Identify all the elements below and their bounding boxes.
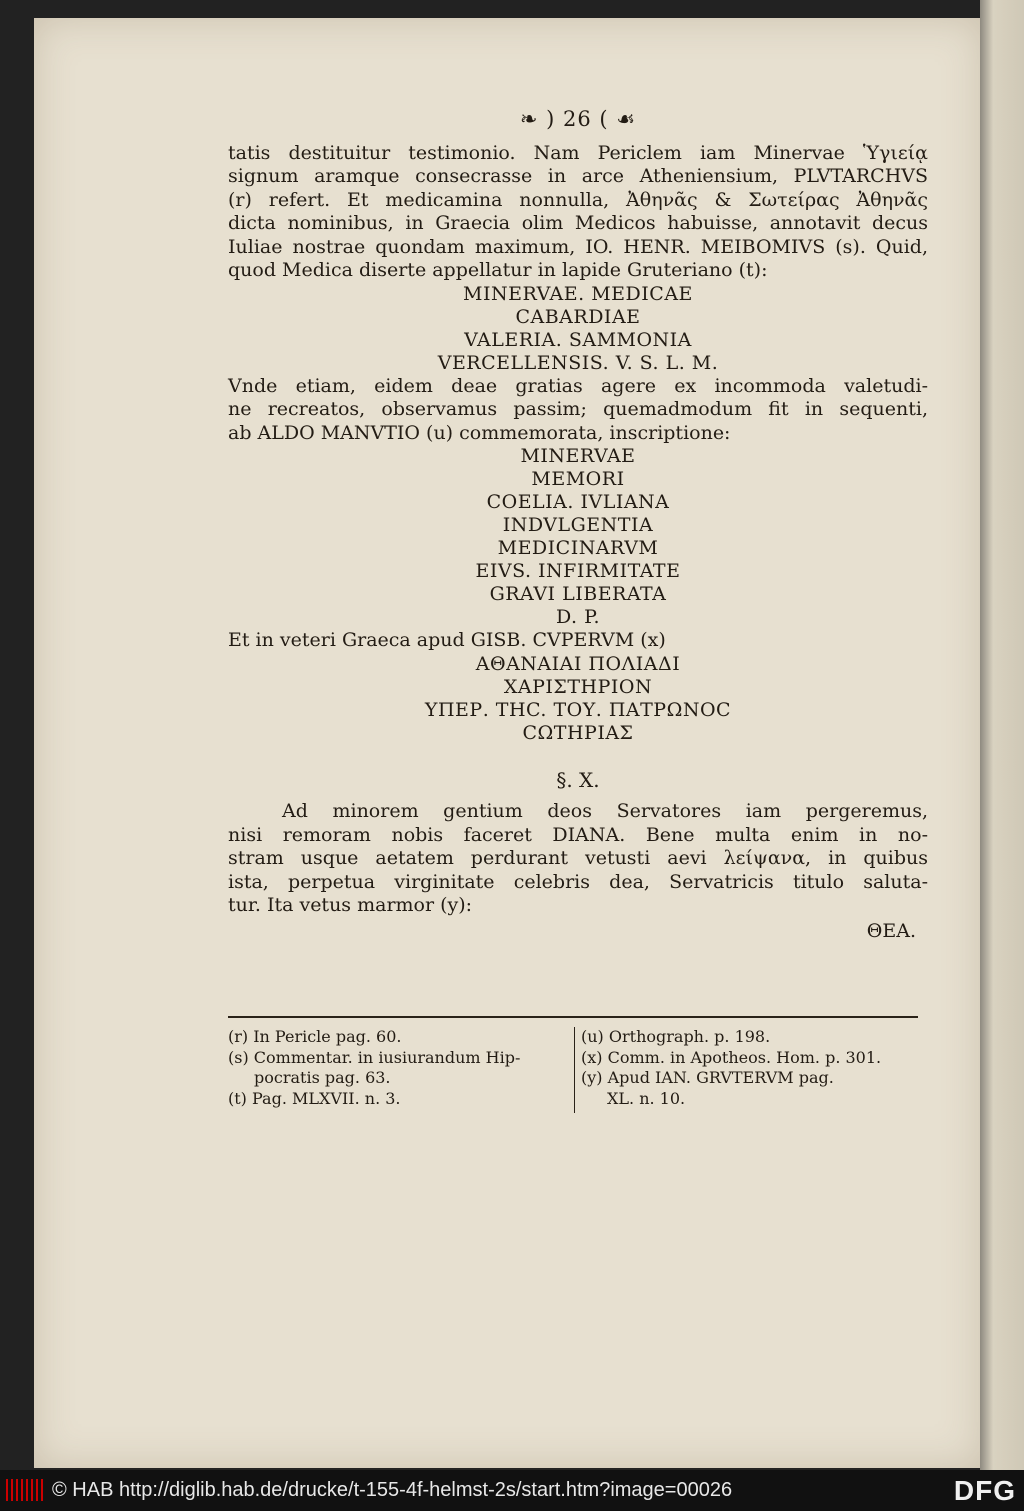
footnotes-left	[228, 1027, 568, 1109]
footnote: (u) Orthograph. p. 198.	[581, 1027, 771, 1046]
paragraph-2	[228, 375, 928, 446]
inscription-line: CABARDIAE	[515, 305, 641, 328]
inscription-line: MINERVAE	[520, 445, 636, 467]
text-line: ne recreatos, observamus passim; quemadmodum fit in sequenti,	[228, 398, 928, 420]
inscription-line: D. P.	[555, 606, 601, 628]
inscription-line: EIVS. INFIRMITATE	[475, 560, 681, 582]
text-line: nisi remoram nobis faceret DIANA. Bene multa enim in no-	[228, 823, 928, 846]
footnote: pocratis pag. 63.	[254, 1068, 391, 1087]
inscription-line: ΑΘΑΝΑΙΑΙ ΠΟΛΙΑΔΙ	[475, 652, 681, 675]
text-line: tatis destituitur testimonio. Nam Periclem iam Minervae Ὑγιείᾳ	[228, 141, 928, 164]
next-page-edge	[980, 0, 1024, 1470]
paragraph-1	[228, 142, 928, 283]
text-line: Et in veteri Graeca apud GISB. CVPERVM (x)	[228, 629, 666, 651]
text-line: tur. Ita vetus marmor (y):	[228, 894, 473, 916]
paragraph-4	[228, 800, 928, 918]
footnote-rule	[228, 1016, 918, 1018]
text-line: (r) refert. Et medicamina nonnulla, Ἀθηνᾶς & Σωτείρας Ἀθηνᾶς	[228, 188, 928, 211]
text-line: Ad minorem gentium deos Servatores iam pergeremus,	[282, 800, 928, 822]
inscription-2	[228, 445, 928, 629]
footnote: XL. n. 10.	[607, 1088, 686, 1108]
page-text	[228, 108, 928, 943]
text-line: ab ALDO MANVTIO (u) commemorata, inscriptione:	[228, 421, 731, 444]
inscription-line: INDVLGENTIA	[502, 514, 654, 536]
footnote: (s) Commentar. in iusiurandum Hip-	[228, 1047, 521, 1067]
footnote: (y) Apud IAN. GRVTERVM pag.	[581, 1068, 834, 1087]
text-line: Iuliae nostrae quondam maximum, IO. HENR. MEIBOMIVS (s). Quid,	[228, 235, 928, 258]
text-line: Vnde etiam, eidem deae gratias agere ex incommoda valetudi-	[228, 374, 928, 397]
footnote: (t) Pag. MLXVII. n. 3.	[228, 1088, 401, 1108]
inscription-line: ΥΠΕΡ. ΤΗC. ΤΟΥ. ΠΑΤΡΩΝΟC	[424, 698, 732, 721]
inscription-line: VALERIA. SAMMONIA	[464, 328, 692, 351]
footnote: (r) In Pericle pag. 60.	[228, 1027, 402, 1046]
inscription-line: ΧΑΡΙΣΤΗΡΙΟΝ	[503, 675, 653, 698]
inscription-3	[228, 653, 928, 745]
inscription-1	[228, 283, 928, 375]
paragraph-3	[228, 629, 928, 653]
text-line: ista, perpetua virginitate celebris dea, Servatricis titulo saluta-	[228, 870, 928, 893]
inscription-line: MINERVAE. MEDICAE	[463, 282, 693, 305]
dfg-logo: DFG	[953, 1475, 1016, 1506]
inscription-line: VERCELLENSIS. V. S. L. M.	[437, 351, 719, 374]
text-line: dicta nominibus, in Graecia olim Medicos habuisse, annotavit decus	[228, 212, 928, 234]
hab-barcode-icon	[6, 1479, 44, 1501]
section-heading: §. X.	[556, 767, 600, 792]
text-line: stram usque aetatem perdurant vetusti aevi λείψανα, in quibus	[228, 847, 928, 869]
inscription-line: MEMORI	[531, 468, 625, 490]
text-line: quod Medica diserte appellatur in lapide Gruteriano (t):	[228, 259, 768, 281]
inscription-line: GRAVI LIBERATA	[489, 583, 667, 605]
page-header: ❧ ) 26 ( ☙	[519, 107, 637, 131]
footnote: (x) Comm. in Apotheos. Hom. p. 301.	[581, 1047, 882, 1067]
catchword: ΘΕΑ.	[866, 919, 916, 942]
inscription-line: CΩΤΗΡΙΑΣ	[522, 721, 634, 744]
copyright-link[interactable]: © HAB http://diglib.hab.de/drucke/t-155-4f-helmst-2s/start.htm?image=00026	[52, 1479, 733, 1501]
viewer-footer	[0, 1470, 1024, 1511]
footnotes-right	[574, 1027, 931, 1113]
inscription-line: COELIA. IVLIANA	[486, 491, 670, 513]
text-line: signum aramque consecrasse in arce Atheniensium, PLVTARCHVS	[228, 165, 928, 187]
inscription-line: MEDICINARVM	[497, 537, 659, 559]
